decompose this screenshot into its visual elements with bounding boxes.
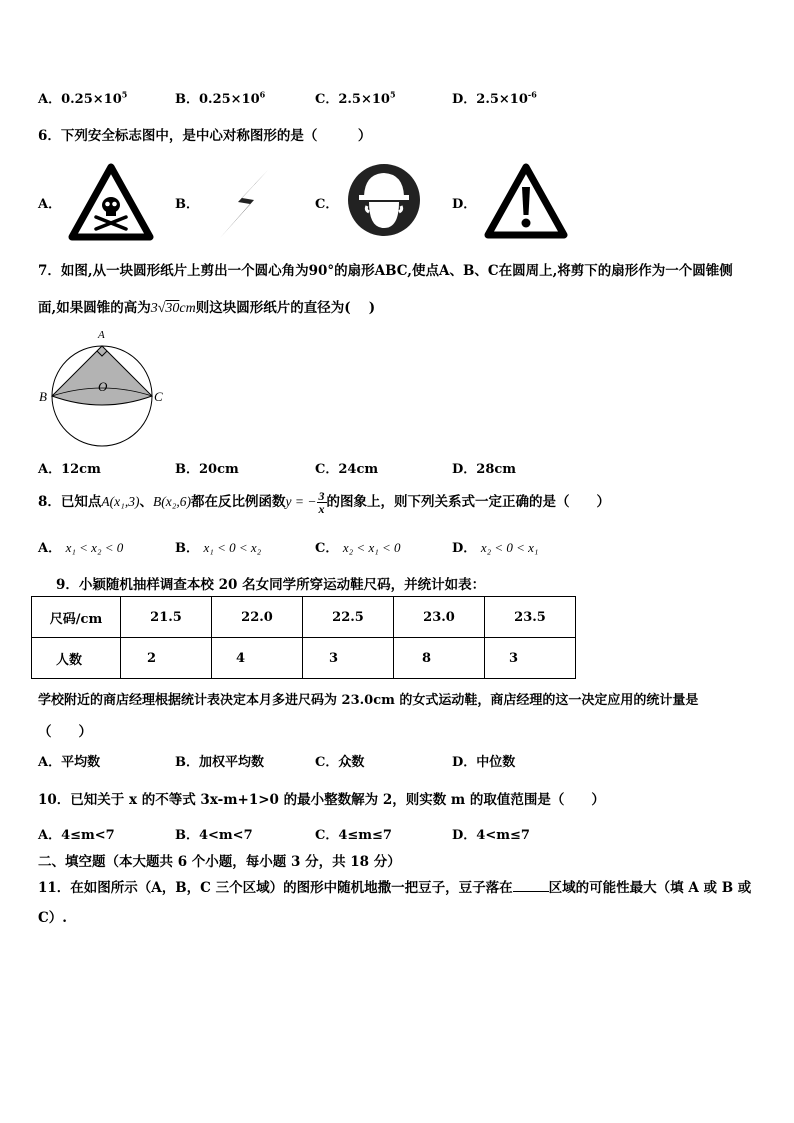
q6-option-b: B． xyxy=(175,197,199,212)
q9-after-line2: （ ） xyxy=(38,724,92,740)
label-a: A xyxy=(98,329,105,341)
q10-option-c: C．4≤m≤7 xyxy=(315,828,392,843)
q7-stem-line1: 7．如图,从一块圆形纸片上剪出一个圆心角为90°的扇形ABC,使点A、B、C在圆周上,将剪下的扇形作为一个圆锥侧 xyxy=(38,263,733,279)
q7-option-a: A．12cm xyxy=(38,462,101,477)
safety-helmet-icon xyxy=(347,162,421,238)
shoe-size-table xyxy=(31,596,576,679)
label-c: C xyxy=(154,389,163,404)
exclamation-warning-icon xyxy=(484,163,568,239)
q10-option-b: B．4<m<7 xyxy=(175,828,253,843)
q8-option-b: B． x₁ < 0 < x₂ xyxy=(175,540,262,556)
table-cell: 23.0 xyxy=(394,597,485,638)
table-cell: 4 xyxy=(212,638,303,679)
cone-height-expr: 3√30cm xyxy=(150,301,196,316)
q10-option-a: A．4≤m<7 xyxy=(38,828,115,843)
q9-option-b: B．加权平均数 xyxy=(175,755,264,770)
q11-line2: C）. xyxy=(38,910,67,926)
q9-option-d: D．中位数 xyxy=(452,755,516,770)
q9-stem: 9．小颖随机抽样调查本校 20 名女同学所穿运动鞋尺码，并统计如表： xyxy=(56,577,486,593)
table-cell: 22.0 xyxy=(212,597,303,638)
q10-stem: 10．已知关于 x 的不等式 3x-m+1>0 的最小整数解为 2，则实数 m 的取值范围是（ ） xyxy=(38,792,605,808)
q7-option-c: C．24cm xyxy=(315,462,379,477)
table-cell: 22.5 xyxy=(303,597,394,638)
q8-option-c: C． x₂ < x₁ < 0 xyxy=(315,540,401,556)
q5-option-a: A．$0.25\times 10^5$ xyxy=(38,89,128,107)
q11-line1: 11．在如图所示（A，B，C 三个区域）的图形中随机地撒一把豆子，豆子落在 区域的可能性最大（填 A 或 B 或 xyxy=(38,880,752,896)
table-cell: 2 xyxy=(121,638,212,679)
lightning-bolt-icon xyxy=(218,168,270,240)
answer-blank[interactable] xyxy=(513,879,549,892)
label-o: O xyxy=(98,379,108,394)
q7-option-d: D．28cm xyxy=(452,462,517,477)
q7-stem-line2: 面,如果圆锥的高为3√30cm则这块圆形纸片的直径为( ) xyxy=(38,300,376,316)
section-heading: 二、填空题（本大题共 6 个小题，每小题 3 分，共 18 分） xyxy=(38,854,401,870)
q10-option-d: D．4<m≤7 xyxy=(452,828,530,843)
table-cell: 23.5 xyxy=(485,597,576,638)
q6-option-d: D． xyxy=(452,197,477,212)
skull-warning-icon xyxy=(68,163,154,241)
q9-after-line1: 学校附近的商店经理根据统计表决定本月多进尺码为 23.0cm 的女式运动鞋，商店经理的这一决定应用的统计量是 xyxy=(38,693,699,708)
q5-option-b: B．$0.25\times 10^6$ xyxy=(175,89,266,107)
table-cell: 21.5 xyxy=(121,597,212,638)
q8-option-d: D． x₂ < 0 < x₁ xyxy=(452,540,539,556)
table-cell: 3 xyxy=(303,638,394,679)
q9-option-c: C．众数 xyxy=(315,755,365,770)
q6-stem: 6．下列安全标志图中，是中心对称图形的是（ ） xyxy=(38,128,372,144)
table-row xyxy=(32,597,576,638)
q8-fraction: $\frac{3}{x}$ xyxy=(318,489,325,516)
label-b: B xyxy=(39,389,47,404)
q5-option-d: D．$2.5\times 10^{-6}$ xyxy=(452,89,537,107)
table-cell: 3 xyxy=(485,638,576,679)
q5-option-c: C．$2.5\times 10^5$ xyxy=(315,89,396,107)
table-cell: 人数 xyxy=(32,638,121,679)
q8-option-a: A． x₁ < x₂ < 0 xyxy=(38,540,124,556)
q9-option-a: A．平均数 xyxy=(38,755,101,770)
q8-stem: 8．已知点A(x₁,3)、B(x₂,6)都在反比例函数y = − $\frac{3}{x}$ 的图象上，则下列关系式一定正确的是（ ） xyxy=(38,489,610,516)
table-cell: 8 xyxy=(394,638,485,679)
q6-option-c: C． xyxy=(315,197,339,212)
q6-option-a: A． xyxy=(38,197,62,212)
table-row xyxy=(32,638,576,679)
table-cell: 尺码/cm xyxy=(32,597,121,638)
q7-option-b: B．20cm xyxy=(175,462,239,477)
